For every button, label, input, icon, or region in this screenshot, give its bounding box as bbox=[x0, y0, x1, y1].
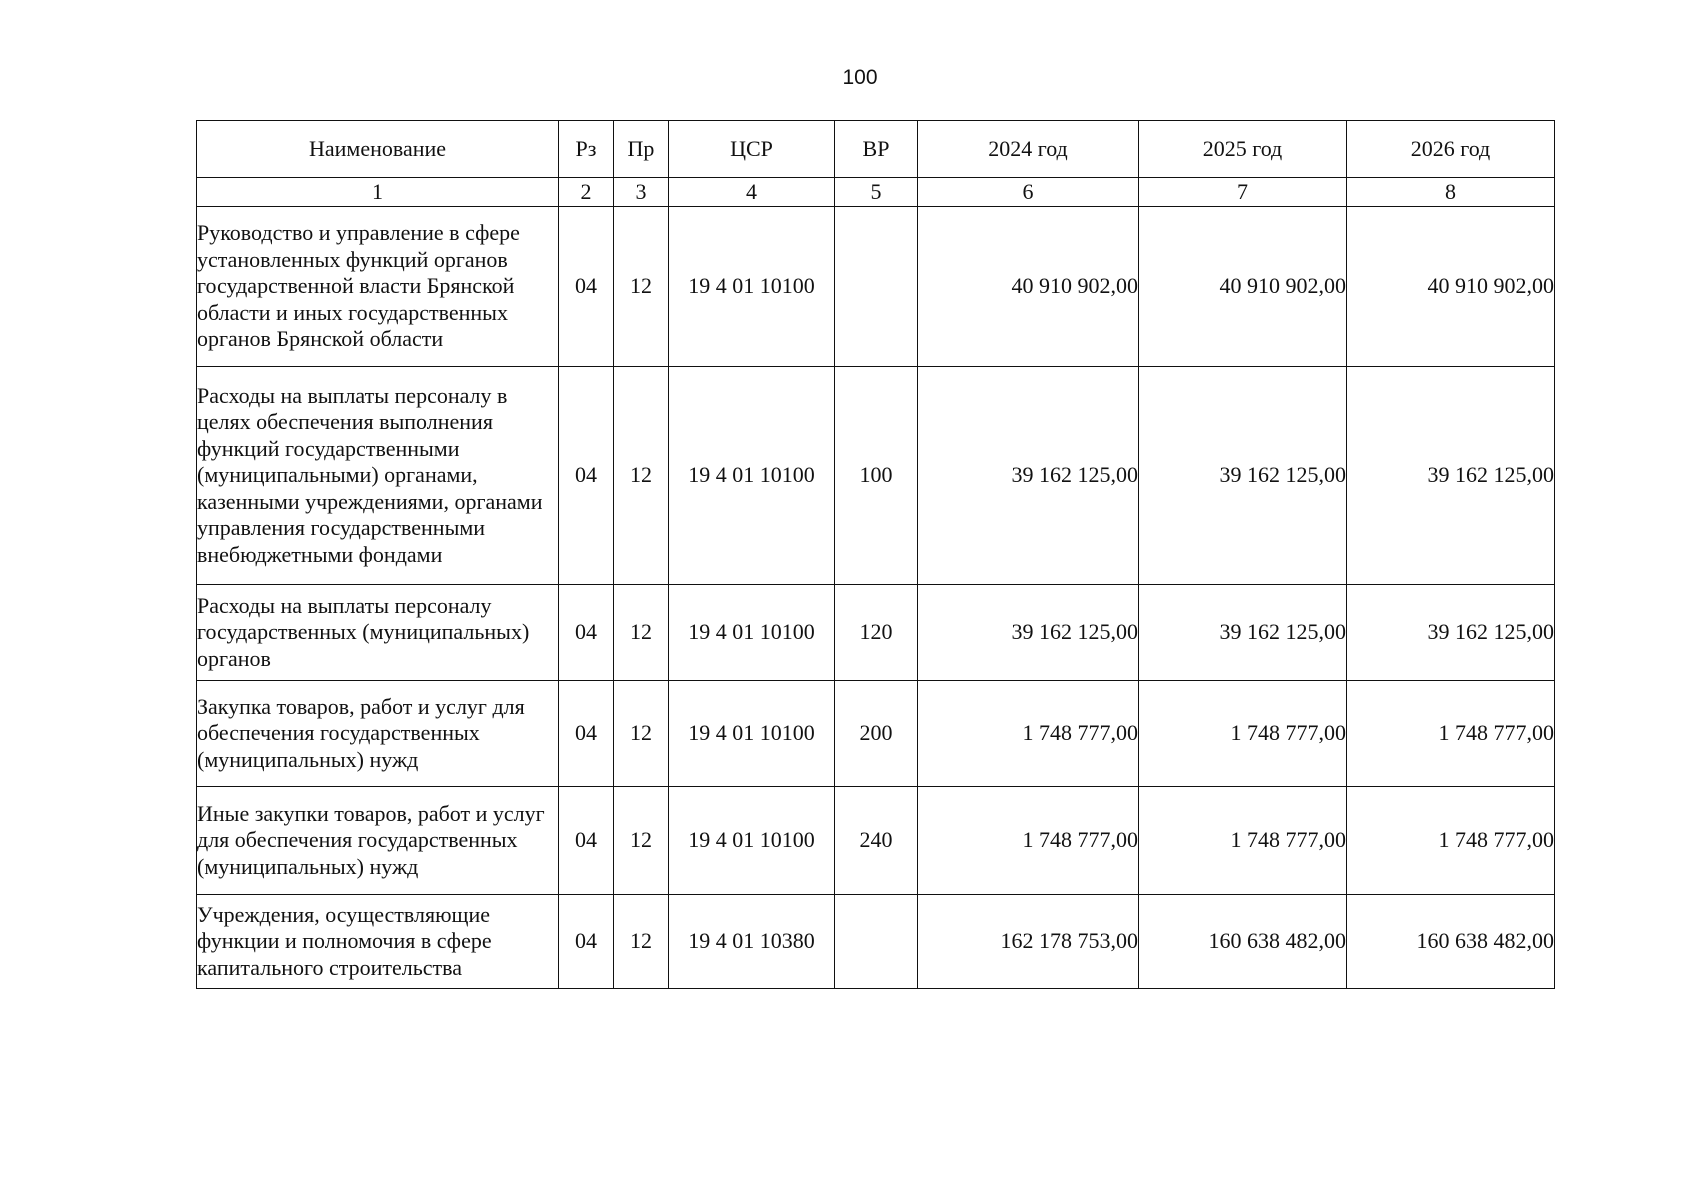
row-name: Руководство и управление в сфере установленных функций органов государственной власти Брянской области и иных государственных органов Брянской области bbox=[197, 207, 559, 367]
row-rz: 04 bbox=[559, 787, 614, 895]
row-2024: 1 748 777,00 bbox=[918, 681, 1139, 787]
row-pr: 12 bbox=[614, 367, 669, 585]
column-number: 7 bbox=[1139, 178, 1347, 207]
row-rz: 04 bbox=[559, 895, 614, 989]
column-number: 5 bbox=[835, 178, 918, 207]
row-csr: 19 4 01 10100 bbox=[669, 207, 835, 367]
table-row bbox=[197, 787, 1555, 895]
row-2025: 39 162 125,00 bbox=[1139, 585, 1347, 681]
row-vr: 100 bbox=[835, 367, 918, 585]
row-csr: 19 4 01 10100 bbox=[669, 787, 835, 895]
row-rz: 04 bbox=[559, 367, 614, 585]
header-rz: Рз bbox=[559, 121, 614, 178]
row-vr: 120 bbox=[835, 585, 918, 681]
column-number: 1 bbox=[197, 178, 559, 207]
row-pr: 12 bbox=[614, 787, 669, 895]
row-2026: 40 910 902,00 bbox=[1347, 207, 1555, 367]
row-2024: 39 162 125,00 bbox=[918, 367, 1139, 585]
header-2024: 2024 год bbox=[918, 121, 1139, 178]
header-2025: 2025 год bbox=[1139, 121, 1347, 178]
row-vr bbox=[835, 895, 918, 989]
row-csr: 19 4 01 10100 bbox=[669, 681, 835, 787]
column-number: 6 bbox=[918, 178, 1139, 207]
row-rz: 04 bbox=[559, 207, 614, 367]
row-2024: 39 162 125,00 bbox=[918, 585, 1139, 681]
row-csr: 19 4 01 10380 bbox=[669, 895, 835, 989]
row-name: Расходы на выплаты персоналу в целях обеспечения выполнения функций государственными (муниципальными) органами, казенными учреждениями, органами управления государственными внебюджетными фондами bbox=[197, 367, 559, 585]
row-2025: 1 748 777,00 bbox=[1139, 681, 1347, 787]
row-2024: 162 178 753,00 bbox=[918, 895, 1139, 989]
table-row bbox=[197, 585, 1555, 681]
table-row bbox=[197, 681, 1555, 787]
column-number: 3 bbox=[614, 178, 669, 207]
row-2026: 1 748 777,00 bbox=[1347, 787, 1555, 895]
column-number: 4 bbox=[669, 178, 835, 207]
row-vr: 200 bbox=[835, 681, 918, 787]
header-name: Наименование bbox=[197, 121, 559, 178]
budget-table bbox=[196, 120, 1555, 989]
row-2025: 39 162 125,00 bbox=[1139, 367, 1347, 585]
row-csr: 19 4 01 10100 bbox=[669, 367, 835, 585]
row-2024: 1 748 777,00 bbox=[918, 787, 1139, 895]
row-name: Иные закупки товаров, работ и услуг для обеспечения государственных (муниципальных) нужд bbox=[197, 787, 559, 895]
header-csr: ЦСР bbox=[669, 121, 835, 178]
row-pr: 12 bbox=[614, 895, 669, 989]
header-row bbox=[197, 121, 1555, 178]
row-2026: 160 638 482,00 bbox=[1347, 895, 1555, 989]
column-number: 2 bbox=[559, 178, 614, 207]
row-pr: 12 bbox=[614, 207, 669, 367]
row-2025: 40 910 902,00 bbox=[1139, 207, 1347, 367]
row-pr: 12 bbox=[614, 585, 669, 681]
row-name: Закупка товаров, работ и услуг для обеспечения государственных (муниципальных) нужд bbox=[197, 681, 559, 787]
row-2025: 160 638 482,00 bbox=[1139, 895, 1347, 989]
page-number: 100 bbox=[842, 66, 878, 89]
table-row bbox=[197, 207, 1555, 367]
row-csr: 19 4 01 10100 bbox=[669, 585, 835, 681]
row-vr bbox=[835, 207, 918, 367]
table-row bbox=[197, 895, 1555, 989]
row-pr: 12 bbox=[614, 681, 669, 787]
row-2026: 39 162 125,00 bbox=[1347, 367, 1555, 585]
row-rz: 04 bbox=[559, 681, 614, 787]
row-2024: 40 910 902,00 bbox=[918, 207, 1139, 367]
header-vr: ВР bbox=[835, 121, 918, 178]
column-number: 8 bbox=[1347, 178, 1555, 207]
header-2026: 2026 год bbox=[1347, 121, 1555, 178]
row-rz: 04 bbox=[559, 585, 614, 681]
row-name: Расходы на выплаты персоналу государственных (муниципальных) органов bbox=[197, 585, 559, 681]
row-2025: 1 748 777,00 bbox=[1139, 787, 1347, 895]
column-number-row bbox=[197, 178, 1555, 207]
table-row bbox=[197, 367, 1555, 585]
row-name: Учреждения, осуществляющие функции и полномочия в сфере капитального строительства bbox=[197, 895, 559, 989]
row-2026: 39 162 125,00 bbox=[1347, 585, 1555, 681]
row-vr: 240 bbox=[835, 787, 918, 895]
header-pr: Пр bbox=[614, 121, 669, 178]
row-2026: 1 748 777,00 bbox=[1347, 681, 1555, 787]
